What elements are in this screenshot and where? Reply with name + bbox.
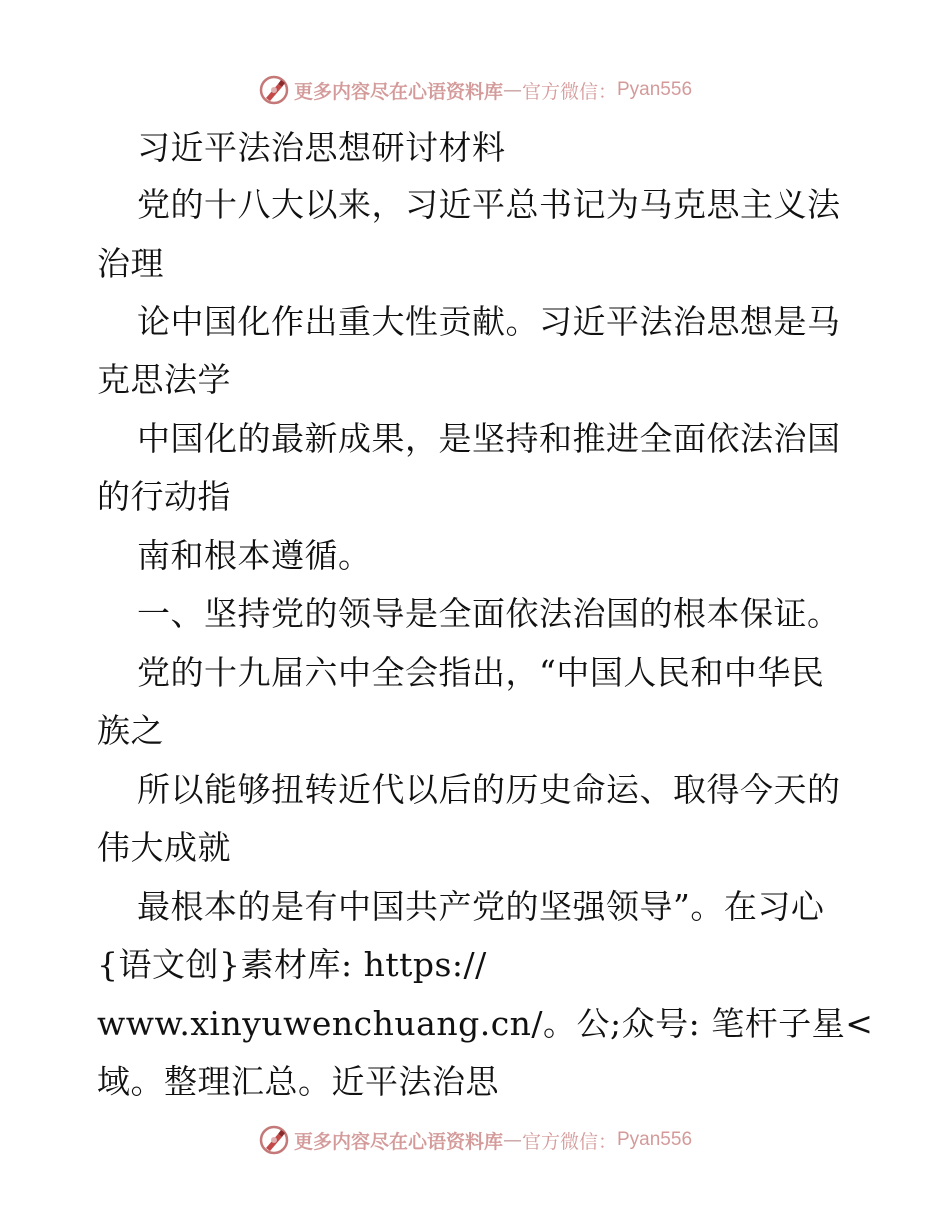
text-line: www.xinyuwenchuang.cn/。公;众号: 笔杆子星< (97, 1004, 874, 1043)
banner-wechat-label: 官方微信： (521, 1130, 617, 1153)
text-line: 的行动指 (97, 477, 231, 516)
banner-dash: — (502, 1129, 522, 1151)
document-title: 习近平法治思想研讨材料 (137, 128, 506, 167)
text-line: 南和根本遵循。 (137, 536, 372, 575)
text-line: 论中国化作出重大性贡献。习近平法治思想是马 (137, 302, 841, 341)
banner-wechat-label: 官方微信： (521, 80, 617, 103)
text-line: 中国化的最新成果，是坚持和推进全面依法治国 (137, 419, 841, 458)
text-line: 域。整理汇总。近平法治思 (97, 1062, 499, 1101)
banner-dash: — (502, 79, 522, 101)
text-line: 党的十九届六中全会指出，“中国人民和中华民 (137, 653, 825, 692)
footer-watermark-banner (0, 1120, 950, 1160)
banner-text: 更多内容尽在心语资料库 (293, 80, 503, 103)
text-line: 所以能够扭转近代以后的历史命运、取得今天的 (137, 770, 841, 809)
text-line: 伟大成就 (97, 828, 231, 867)
text-line: 最根本的是有中国共产党的坚强领导”。在习心 (137, 887, 825, 926)
text-line: 治理 (97, 244, 164, 283)
banner-wechat-id: Pyan556 (617, 1129, 693, 1150)
pen-logo-icon (258, 1124, 290, 1156)
section-heading: 一、坚持党的领导是全面依法治国的根本保证。 (137, 594, 841, 633)
text-line: 族之 (97, 711, 164, 750)
text-line: 克思法学 (97, 360, 231, 399)
text-line: 党的十八大以来，习近平总书记为马克思主义法 (137, 185, 841, 224)
text-line: {语文创}素材库: https:// (97, 945, 487, 984)
banner-text: 更多内容尽在心语资料库 (293, 1130, 503, 1153)
banner-wechat-id: Pyan556 (617, 79, 693, 100)
